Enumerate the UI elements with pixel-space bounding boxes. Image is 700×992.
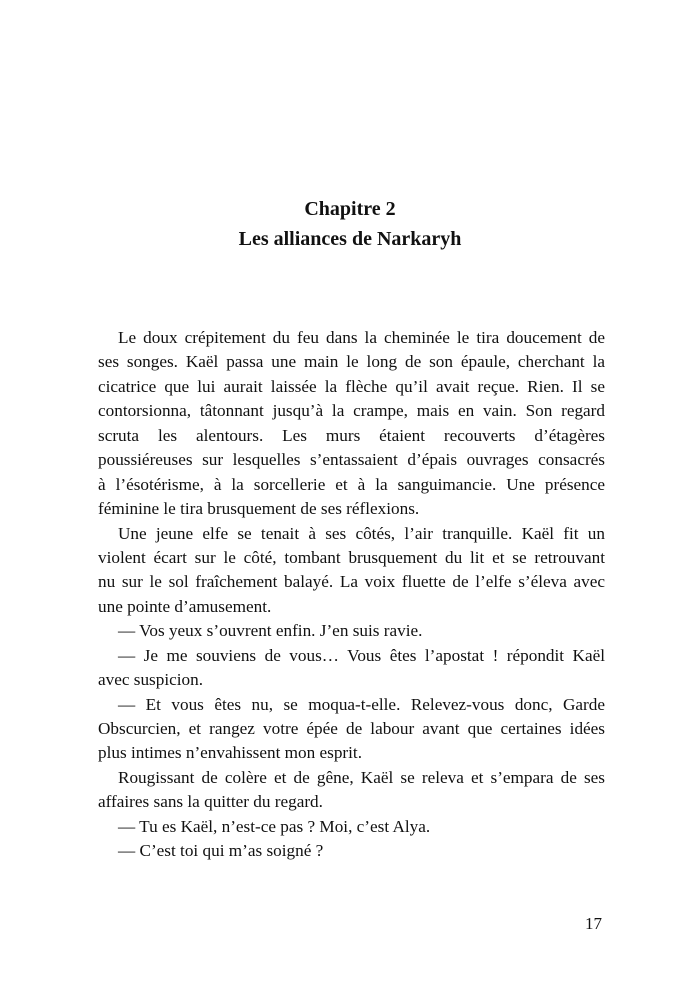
- paragraph: [98, 766, 605, 815]
- chapter-title: Les alliances de Narkaryh: [238, 228, 462, 250]
- chapter-body-text: [98, 326, 605, 864]
- text-line: Une jeune elfe se tenait à ses côtés, l’air tranquille. Kaël fit un: [118, 523, 605, 543]
- text-line: Le doux crépitement du feu dans la cheminée le tira doucement de: [118, 328, 605, 347]
- text-line: avec suspicion.: [98, 670, 204, 690]
- text-line: — Et vous êtes nu, se moqua-t-elle. Relevez-vous donc, Garde: [118, 694, 605, 714]
- text-line: plus intimes n’envahissent mon esprit.: [98, 743, 362, 763]
- paragraph: [98, 839, 605, 863]
- text-line: Rougissant de colère et de gêne, Kaël se releva et s’empara de ses: [118, 767, 605, 787]
- text-line: à l’ésotérisme, à la sorcellerie et à la sanguimancie. Une présence: [98, 474, 605, 494]
- paragraph: [98, 619, 605, 643]
- text-line: féminine le tira brusquement de ses réflexions.: [98, 499, 420, 519]
- text-line: — Tu es Kaël, n’est-ce pas ? Moi, c’est Alya.: [118, 816, 431, 836]
- text-line: une pointe d’amusement.: [98, 596, 272, 616]
- text-line: scruta les alentours. Les murs étaient recouverts d’étagères: [98, 425, 605, 445]
- paragraph: [98, 815, 605, 839]
- page-number: 17: [585, 914, 602, 933]
- paragraph: [98, 693, 605, 766]
- text-line: poussiéreuses sur lesquelles s’entassaient d’épais ouvrages consacrés: [98, 450, 605, 470]
- paragraph: [98, 522, 605, 620]
- chapter-number: Chapitre 2: [304, 198, 396, 220]
- text-line: cicatrice que lui aurait laissée la flèche qu’il avait reçue. Rien. Il se: [98, 376, 605, 396]
- text-line: nu sur le sol fraîchement balayé. La voix fluette de l’elfe s’éleva avec: [98, 572, 605, 592]
- text-line: Obscurcien, et rangez votre épée de labour avant que certaines idées: [98, 719, 605, 738]
- text-line: — C’est toi qui m’as soigné ?: [118, 841, 324, 861]
- text-line: contorsionna, tâtonnant jusqu’à la crampe, mais en vain. Son regard: [98, 401, 605, 421]
- text-line: affaires sans la quitter du regard.: [98, 792, 323, 812]
- text-line: violent écart sur le côté, tombant brusquement du lit et se retrouvant: [98, 547, 605, 567]
- paragraph: [98, 644, 605, 693]
- text-line: ses songes. Kaël passa une main le long de son épaule, cherchant la: [98, 352, 605, 372]
- text-line: — Vos yeux s’ouvrent enfin. J’en suis ravie.: [118, 621, 423, 641]
- paragraph: [98, 326, 605, 522]
- text-line: — Je me souviens de vous… Vous êtes l’apostat ! répondit Kaël: [118, 645, 605, 665]
